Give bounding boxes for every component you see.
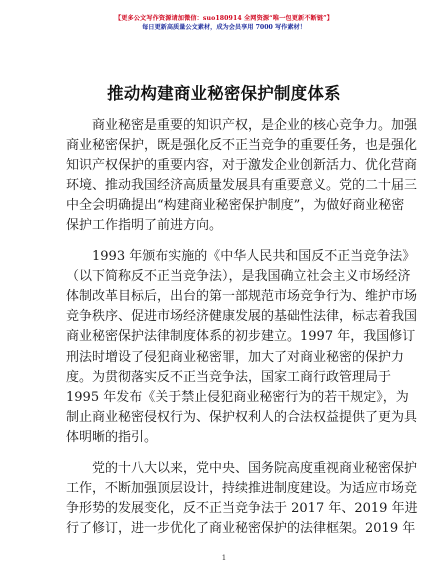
text-line: 体制改革目标后，出台的第一部规范市场竞争行为、维护市场 xyxy=(66,289,418,305)
text-line: 中全会明确提出“构建商业秘密保护制度”，为做好商业秘密 xyxy=(66,198,405,214)
text-line: 知识产权保护的重要内容，对于激发企业创新活力、优化营商 xyxy=(66,158,418,174)
text-line: 刑法时增设了侵犯商业秘密罪，加大了对商业秘密的保护力 xyxy=(66,349,405,365)
text-line: 行了修订，进一步优化了商业秘密保护的法律框架。2019 年 xyxy=(66,520,416,536)
text-line: 体明晰的指引。 xyxy=(66,429,158,445)
text-line: 保护工作指明了前进方向。 xyxy=(66,218,223,234)
paragraph xyxy=(66,116,418,237)
text-line: 竞争秩序、促进市场经济健康发展的基础性法律，标志着我国 xyxy=(66,309,418,325)
text-line: 1993 年颁布实施的《中华人民共和国反不正当竞争法》 xyxy=(92,249,416,265)
banner-membership-line: 每日更新高质量公文素材，成为会员享用 7000 写作素材！ xyxy=(142,24,306,31)
document-title: 推动构建商业秘密保护制度体系 xyxy=(107,84,341,103)
text-line: 度。为贯彻落实反不正当竞争法，国家工商行政管理局于 xyxy=(66,369,392,385)
paragraph xyxy=(66,247,418,448)
text-line: 党的十八大以来，党中央、国务院高度重视商业秘密保护 xyxy=(92,460,418,476)
text-line: （以下简称反不正当竞争法），是我国确立社会主义市场经济 xyxy=(66,269,411,285)
text-line: 争形势的发展变化，反不正当竞争法于 2017 年、2019 年进 xyxy=(66,500,418,516)
page-number: 1 xyxy=(221,554,227,562)
text-line: 商业秘密保护，既是强化反不正当竞争的重要任务，也是强化 xyxy=(66,138,418,154)
header-banner xyxy=(0,14,448,32)
text-line: 1995 年发布《关于禁止侵犯商业秘密行为的若干规定》，为 xyxy=(66,389,409,405)
text-line: 工作，不断加强顶层设计，持续推进制度建设。为适应市场竞 xyxy=(66,480,418,496)
paragraph xyxy=(66,459,418,539)
document-body xyxy=(66,116,418,549)
banner-promo-line: 【更多公文写作资源请加微信：suo180914 全网资源“唯一包更新不断链”】 xyxy=(114,15,334,22)
text-line: 商业秘密保护法律制度体系的初步建立。1997 年，我国修订 xyxy=(66,329,416,345)
text-line: 环境、推动我国经济高质量发展具有重要意义。党的二十届三 xyxy=(66,178,418,194)
text-line: 制止商业秘密侵权行为、保护权利人的合法权益提供了更为具 xyxy=(66,409,418,425)
text-line: 商业秘密是重要的知识产权，是企业的核心竞争力。加强 xyxy=(92,118,418,133)
